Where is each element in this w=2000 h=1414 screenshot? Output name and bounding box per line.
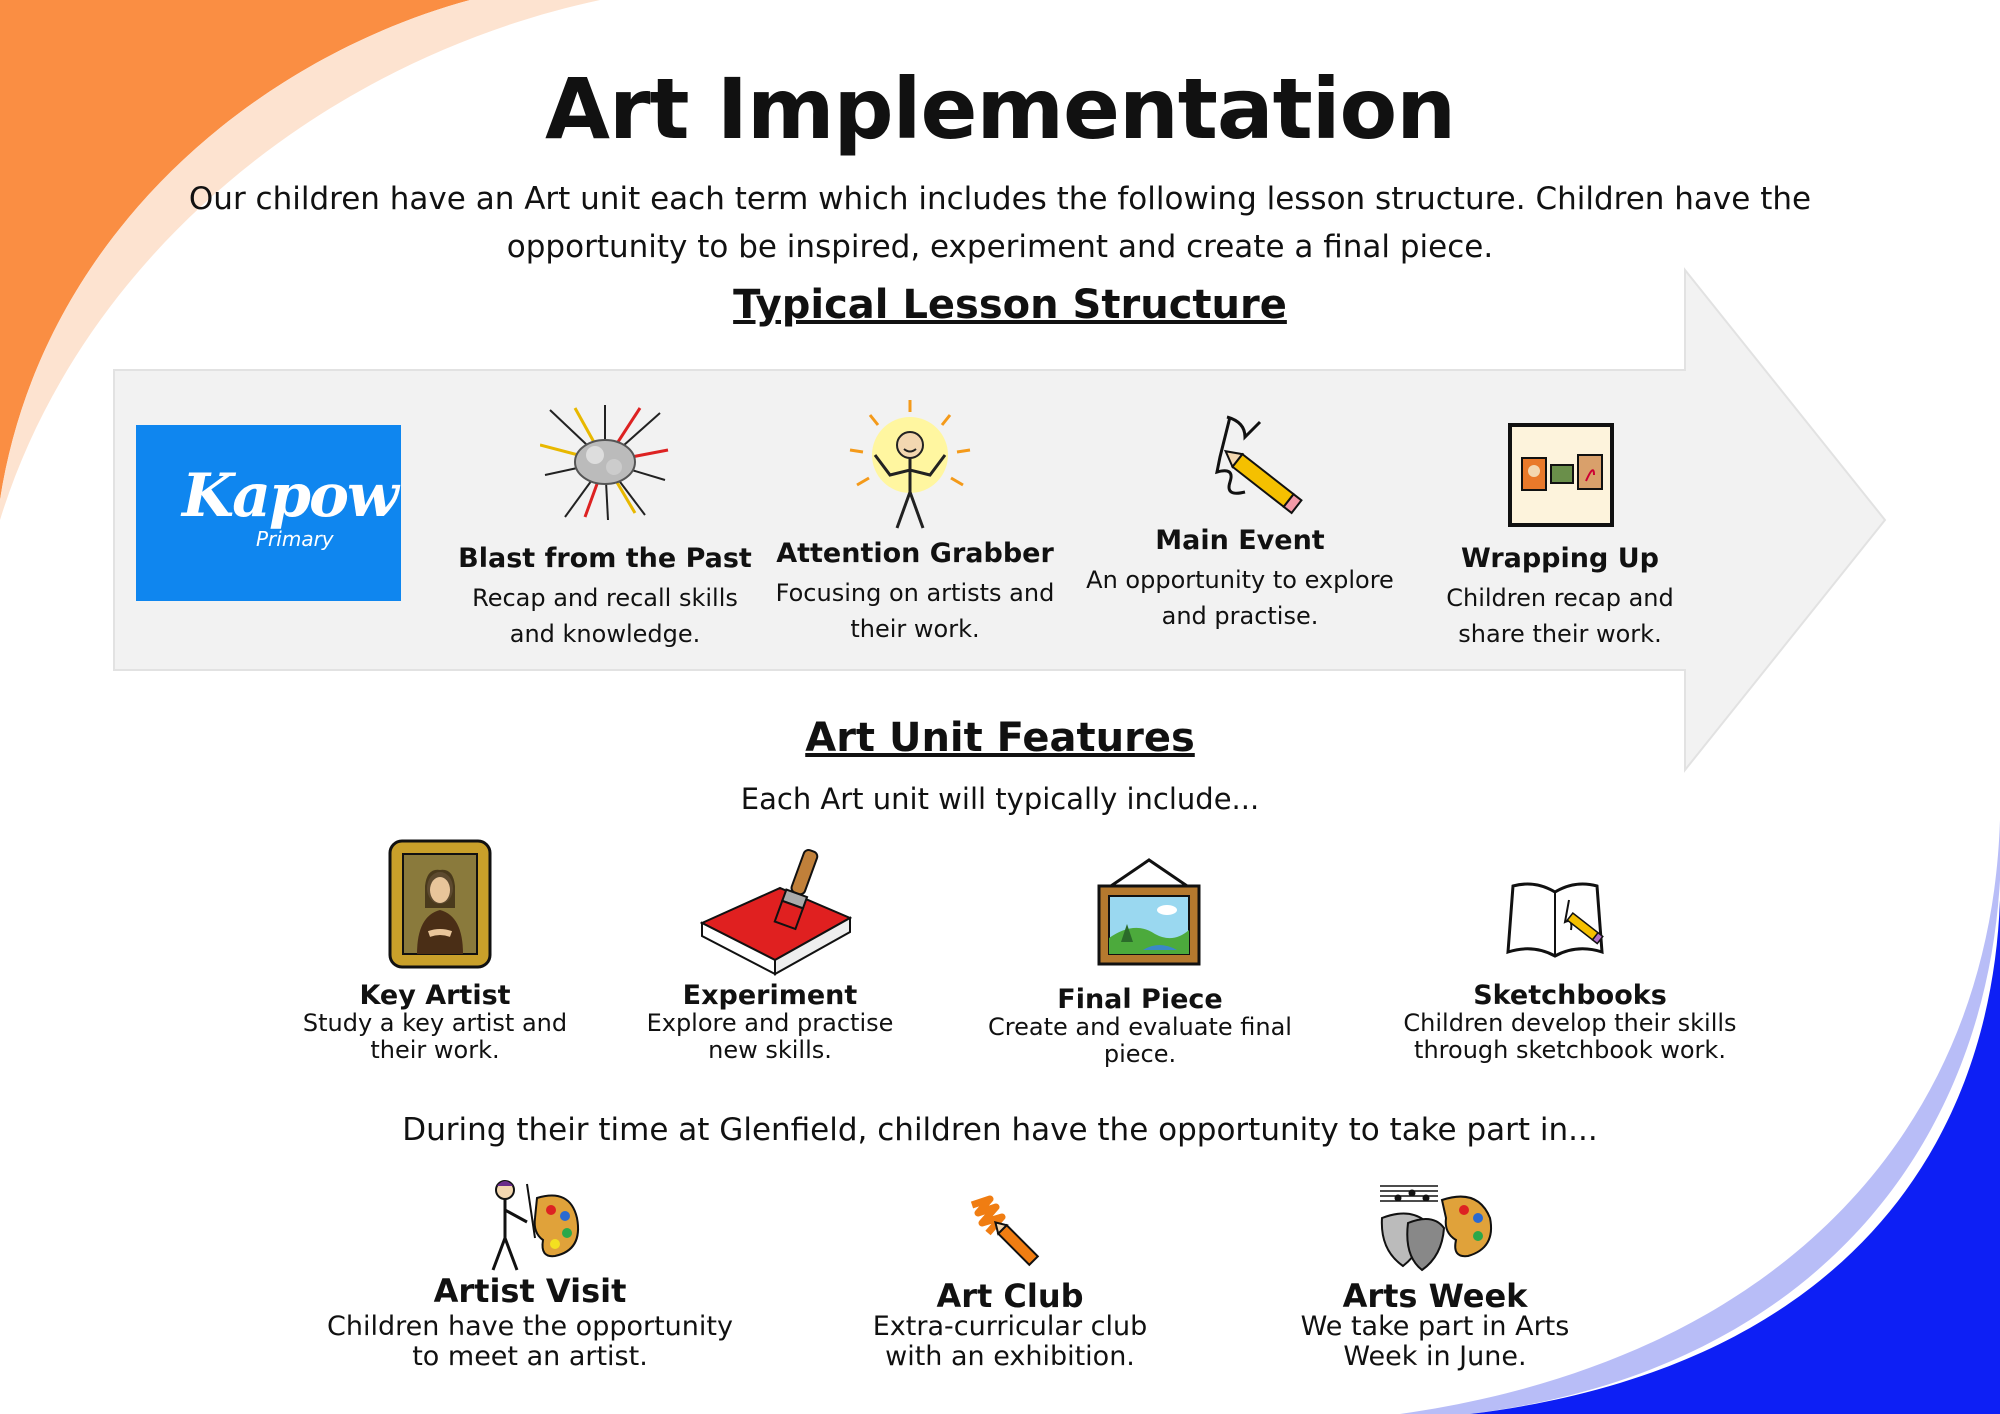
mona-lisa-frame-icon [387,838,493,970]
features-heading: Art Unit Features [805,715,1195,761]
logo-sub-text: Primary [256,527,334,551]
feature-desc-sketchbooks: Children develop their skills through sketchbook work. [1403,1009,1737,1064]
opportunities-intro: During their time at Glenfield, children have the opportunity to take part in... [402,1112,1598,1148]
features-intro: Each Art unit will typically include... [740,782,1260,816]
feature-desc-final-piece: Create and evaluate final piece. [988,1013,1292,1068]
lesson-structure-heading: Typical Lesson Structure [733,282,1287,328]
sketchbook-icon [1505,880,1605,960]
logo-main-text: Kapow [182,461,397,531]
feature-desc-key-artist: Study a key artist and their work. [302,1009,568,1064]
feature-title-key-artist: Key Artist [359,980,511,1011]
step-title-wrapping-up: Wrapping Up [1461,543,1659,574]
opportunity-title-artist-visit: Artist Visit [433,1272,627,1310]
opportunity-title-art-club: Art Club [936,1277,1084,1315]
theatre-music-palette-icon [1378,1178,1498,1278]
step-title-main-event: Main Event [1155,525,1325,556]
step-title-attention: Attention Grabber [776,538,1054,569]
opportunity-title-arts-week: Arts Week [1342,1277,1528,1315]
explosion-icon [540,405,670,520]
gallery-icon [1508,423,1614,527]
artist-palette-icon [485,1178,585,1273]
feature-desc-experiment: Explore and practise new skills. [646,1009,894,1064]
opportunity-desc-artist-visit: Children have the opportunity to meet an artist. [327,1311,733,1372]
crayon-icon [968,1195,1048,1275]
feature-title-sketchbooks: Sketchbooks [1473,980,1667,1011]
step-desc-attention: Focusing on artists and their work. [775,579,1055,643]
feature-title-experiment: Experiment [682,980,858,1011]
step-title-blast: Blast from the Past [458,543,752,574]
step-desc-blast: Recap and recall skills and knowledge. [472,584,738,648]
step-desc-main-event: An opportunity to explore and practise. [1086,566,1394,630]
feature-title-final-piece: Final Piece [1057,984,1223,1015]
lightbulb-idea-icon [845,400,975,530]
pencil-drawing-icon [1205,412,1310,517]
framed-picture-icon [1095,858,1203,968]
page-title: Art Implementation [544,60,1456,158]
paintbrush-icon [700,848,852,976]
opportunity-desc-arts-week: We take part in Arts Week in June. [1300,1311,1570,1372]
step-desc-wrapping-up: Children recap and share their work. [1446,584,1674,648]
opportunity-desc-art-club: Extra-curricular club with an exhibition. [872,1311,1148,1372]
kapow-primary-logo [136,425,401,601]
intro-text: Our children have an Art unit each term which includes the following lesson structure. Children have the opportunity to be inspired, experiment and create a final piece. [188,181,1812,265]
